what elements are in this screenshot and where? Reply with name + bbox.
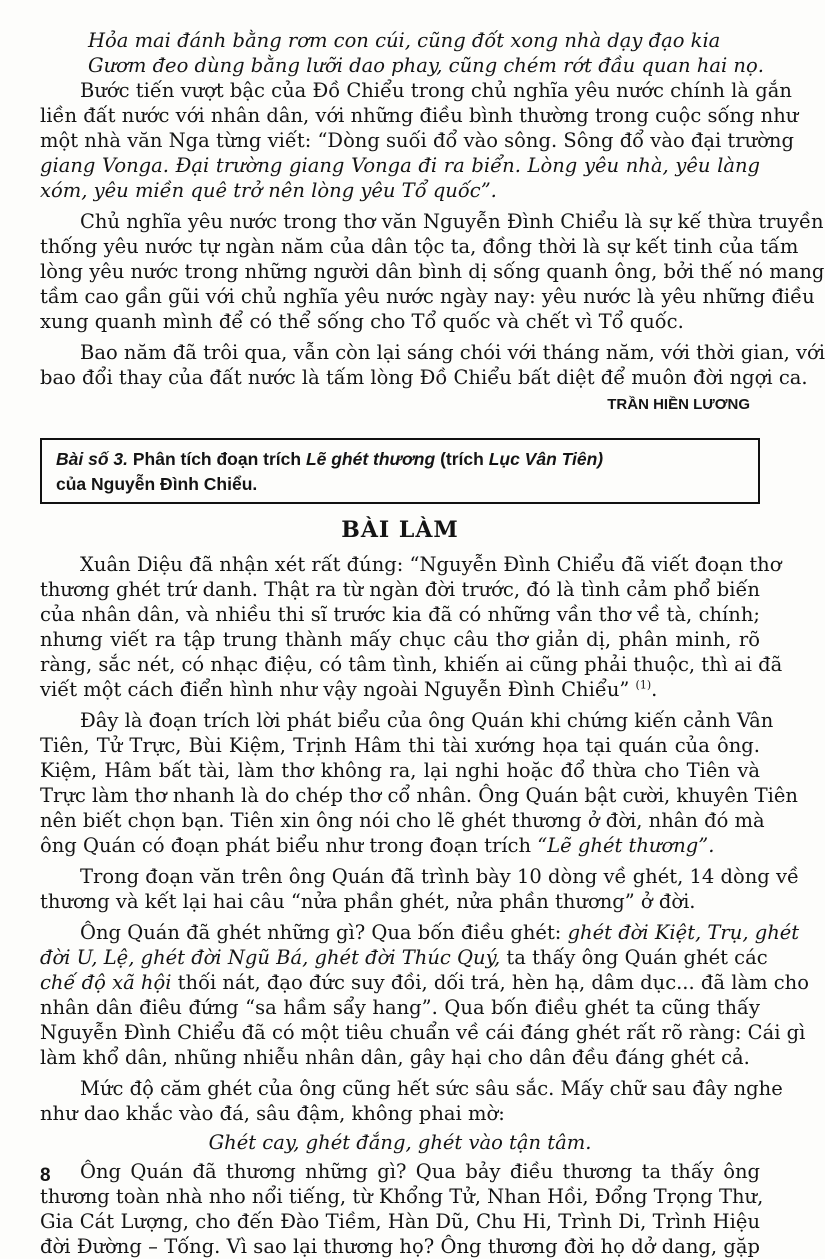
poem-line: Hỏa mai đánh bằng rơm con cúi, cũng đốt xong nhà dạy đạo kia xyxy=(88,29,721,52)
excerpt-title: “Lẽ ghét thương”. xyxy=(537,834,715,857)
text-line: thương ghét trứ danh. Thật ra từ ngàn đời trước, đó là tình cảm phổ biến xyxy=(40,578,760,601)
text-line: liền đất nước với nhân dân, với những điều bình thường trong cuộc sống như xyxy=(40,104,799,127)
text-segment: viết một cách điển hình như vậy ngoài Nguyễn Đình Chiểu” xyxy=(40,678,630,701)
page-number: 8 xyxy=(40,1165,51,1186)
text-line: Bao năm đã trôi qua, vẫn còn lại sáng chói với tháng năm, với thời gian, với xyxy=(80,341,825,364)
footnote-mark: (1) xyxy=(635,678,652,692)
text-line: Tiên, Tử Trực, Bùi Kiệm, Trịnh Hâm thi tài xướng họa tại quán của ông. xyxy=(40,734,760,757)
text-segment: Ông Quán đã ghét những gì? Qua bốn điều ghét: xyxy=(80,921,562,944)
text-line: làm khổ dân, nhũng nhiễu nhân dân, gây hại cho dân đều đáng ghét cả. xyxy=(40,1046,750,1069)
text-line: xóm, yêu miền quê trở nên lòng yêu Tổ quốc”. xyxy=(40,179,497,202)
text-segment: thối nát, đạo đức suy đồi, dối trá, hèn hạ, dâm dục... đã làm cho xyxy=(177,971,809,994)
text-line: Trực làm thơ nhanh là do chép thơ cổ nhân. Ông Quán bật cười, khuyên Tiên xyxy=(40,784,798,807)
text-segment: ta thấy ông Quán ghét các xyxy=(506,946,768,969)
text-line: Xuân Diệu đã nhận xét rất đúng: “Nguyễn Đình Chiểu đã viết đoạn thơ xyxy=(80,553,782,576)
text-segment: đời U, Lệ, ghét đời Ngũ Bá, ghét đời Thúc Quý, xyxy=(40,946,501,969)
body-paragraph-2 xyxy=(40,708,798,858)
text-line: tầm cao gần gũi với chủ nghĩa yêu nước ngày nay: yêu nước là yêu những điều xyxy=(40,285,815,308)
text-segment: chế độ xã hội xyxy=(40,971,172,994)
text-line: một nhà văn Nga từng viết: “Dòng suối đổ vào sông. Sông đổ vào đại trường xyxy=(40,129,794,152)
text-line xyxy=(40,833,760,858)
body-paragraph-3 xyxy=(40,864,800,914)
text-line: thống yêu nước tự ngàn năm của dân tộc ta, đồng thời là sự kết tinh của tấm xyxy=(40,235,799,258)
text-line: Mức độ căm ghét của ông cũng hết sức sâu sắc. Mấy chữ sau đây nghe xyxy=(80,1077,783,1100)
text-line: nên biết chọn bạn. Tiên xin ông nói cho lẽ ghét thương ở đời, nhân đó mà xyxy=(40,809,765,832)
quoted-verse: Ghét cay, ghét đắng, ghét vào tận tâm. xyxy=(208,1131,592,1154)
text-line: đời Đường – Tống. Vì sao lại thương họ? Ông thương đời họ dở dang, gặp xyxy=(40,1235,760,1258)
body-paragraph-6 xyxy=(40,1159,764,1259)
text-segment: ông Quán có đoạn phát biểu như trong đoạn trích xyxy=(40,834,532,857)
assignment-work: Lẽ ghét thương xyxy=(305,449,436,469)
assignment-book: Lục Vân Tiên) xyxy=(488,449,604,469)
assignment-box xyxy=(40,438,760,504)
text-line: Nguyễn Đình Chiểu đã có một tiêu chuẩn về cái đáng ghét rất rõ ràng: Cái gì xyxy=(40,1021,806,1044)
text-line: viết một cách điển hình như vậy ngoài Nguyễn Đình Chiểu” $^{(1)}$. xyxy=(40,678,658,701)
text-line: Bước tiến vượt bậc của Đồ Chiểu trong chủ nghĩa yêu nước chính là gắn xyxy=(80,79,792,102)
text-line: thương toàn nhà nho nổi tiếng, từ Khổng Tử, Nhan Hồi, Đổng Trọng Thư, xyxy=(40,1185,764,1208)
text-line: nhưng viết ra tập trung thành mấy chục câu thơ giản dị, phân minh, rõ xyxy=(40,628,760,651)
assignment-label: Bài số 3. xyxy=(56,449,128,469)
text-line: của nhân dân, và nhiều thi sĩ trước kia đã có những vần thơ về tà, chính; xyxy=(40,603,760,626)
text-line: nhân dân điêu đứng “sa hầm sẩy hang”. Qua bốn điều ghét ta cũng thấy xyxy=(40,996,760,1019)
assignment-text: (trích xyxy=(440,449,484,469)
text-line: bao đổi thay của đất nước là tấm lòng Đồ Chiểu bất diệt để muôn đời ngợi ca. xyxy=(40,366,808,389)
assignment-text: Phân tích đoạn trích xyxy=(132,449,302,469)
text-line xyxy=(40,970,809,995)
paragraph-3 xyxy=(40,340,825,390)
text-line: như dao khắc vào đá, sâu đậm, không phai mờ: xyxy=(40,1102,505,1125)
text-line: Trong đoạn văn trên ông Quán đã trình bày 10 dòng về ghét, 14 dòng về xyxy=(80,865,800,888)
body-paragraph-5 xyxy=(40,1076,783,1126)
paragraph-1 xyxy=(40,78,799,203)
paragraph-2 xyxy=(40,209,825,334)
text-line: Kiệm, Hâm bất tài, làm thơ không ra, lại nghi hoặc đổ thừa cho Tiên và xyxy=(40,759,760,782)
text-line: giang Vonga. Đại trường giang Vonga đi ra biển. Lòng yêu nhà, yêu làng xyxy=(40,154,760,177)
text-line xyxy=(40,920,800,945)
text-line: lòng yêu nước trong những người dân bình dị sống quanh ông, bởi thế nó mang xyxy=(40,260,825,283)
text-line: Đây là đoạn trích lời phát biểu của ông Quán khi chứng kiến cảnh Vân xyxy=(80,709,774,732)
text-line: ràng, sắc nét, có nhạc điệu, có tâm tình, khiến ai cũng phải thuộc, thì ai đã xyxy=(40,653,783,676)
assignment-line-2: của Nguyễn Đình Chiểu. xyxy=(56,474,258,494)
text-segment: ghét đời Kiệt, Trụ, ghét xyxy=(567,921,800,944)
poem-top xyxy=(40,28,764,78)
text-line xyxy=(40,945,768,970)
text-line: xung quanh mình để có thể sống cho Tổ quốc và chết vì Tổ quốc. xyxy=(40,310,684,333)
text-line: Ông Quán đã thương những gì? Qua bảy điều thương ta thấy ông xyxy=(80,1160,760,1183)
text-line: thương và kết lại hai câu “nửa phần ghét, nửa phần thương” ở đời. xyxy=(40,890,696,913)
body-paragraph-4 xyxy=(40,920,809,1070)
section-heading: BÀI LÀM xyxy=(341,517,459,543)
text-line: Chủ nghĩa yêu nước trong thơ văn Nguyễn Đình Chiểu là sự kế thừa truyền xyxy=(80,210,824,233)
text-line: Gia Cát Lượng, cho đến Đào Tiềm, Hàn Dũ, Chu Hi, Trình Di, Trình Hiệu xyxy=(40,1210,760,1233)
poem-line: Gươm đeo dùng bằng lưỡi dao phay, cũng chém rớt đầu quan hai nọ. xyxy=(88,54,764,77)
body-paragraph-1 xyxy=(40,552,783,702)
author-signature: TRẦN HIỀN LƯƠNG xyxy=(607,396,750,413)
